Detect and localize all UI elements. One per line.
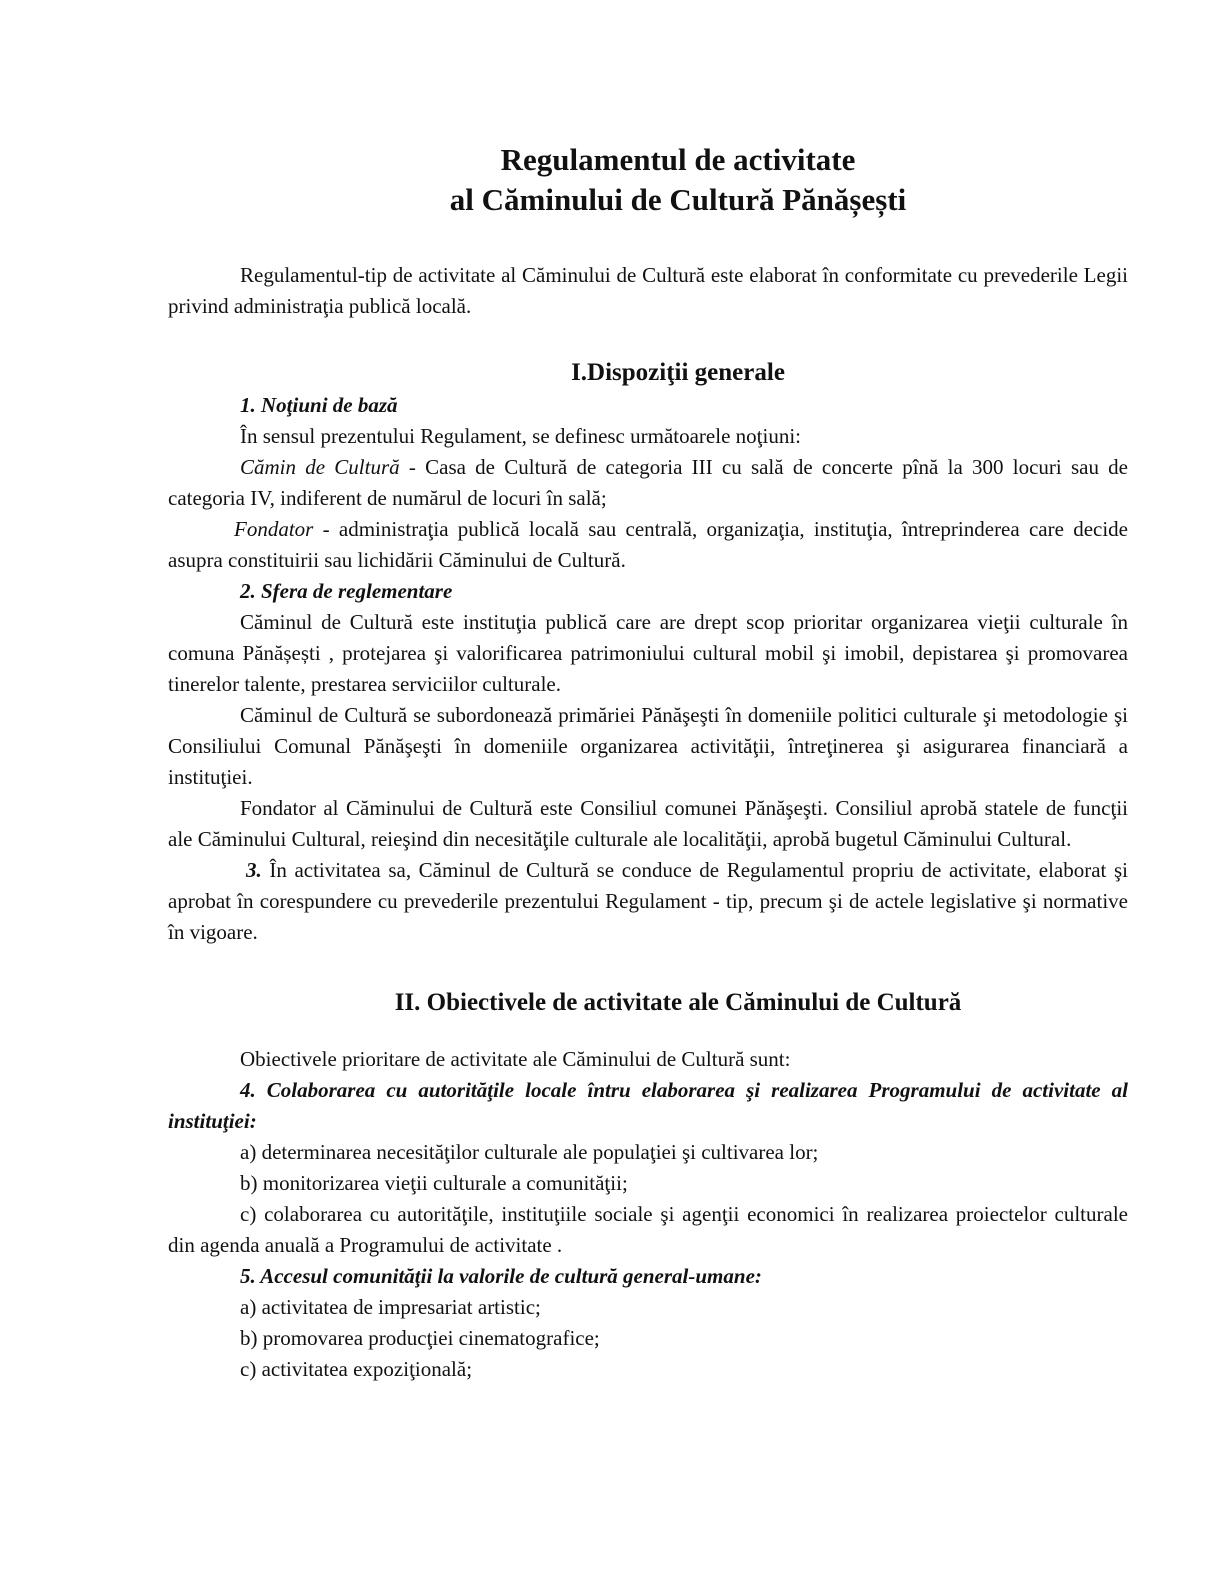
section-1-heading: I.Dispoziţii generale <box>571 359 785 386</box>
definition-fondator-term: Fondator <box>234 517 314 541</box>
definition-fondator <box>168 514 1128 576</box>
subsection-5-item-b: b) promovarea producţiei cinematografice; <box>240 1326 600 1350</box>
subsection-4-item-c: c) colaborarea cu autorităţile, instituţiile sociale şi agenţii economici în realizarea proiectelor culturale din agenda anuală a Programului de activitate . <box>168 1202 1128 1257</box>
subsection-4-title: 4. Colaborarea cu autorităţile locale întru elaborarea şi realizarea Programului de activitate al instituţiei: <box>168 1078 1128 1133</box>
intro-paragraph: Regulamentul-tip de activitate al Căminului de Cultură este elaborat în conformitate cu prevederile Legii privind administraţia publică locală. <box>168 263 1128 318</box>
subsection-4-item-b: b) monitorizarea vieţii culturale a comunităţii; <box>240 1171 628 1195</box>
paragraph-4 <box>168 855 1128 948</box>
subsection-5-title: 5. Accesul comunităţii la valorile de cultură general-umane: <box>240 1264 762 1288</box>
paragraph-4-number: 3. <box>246 858 262 882</box>
paragraph-3: Fondator al Căminului de Cultură este Consiliul comunei Pănăşeşti. Consiliul aprobă statele de funcţii ale Căminului Cultural, reieşind din necesităţile culturale ale localităţii, aprobă bugetul Căminului Cultural. <box>168 796 1128 851</box>
definition-fondator-text: - administraţia publică locală sau centrală, organizaţia, instituţia, întreprinderea care decide asupra constituirii sau lichidării Căminului de Cultură. <box>168 517 1128 572</box>
definition-camin-text: - Casa de Cultură de categoria III cu sală de concerte pînă la 300 locuri sau de categoria IV, indiferent de numărul de locuri în sală; <box>168 455 1128 510</box>
document-title <box>168 140 1128 220</box>
section-2-intro: Obiectivele prioritare de activitate ale Căminului de Cultură sunt: <box>240 1047 791 1071</box>
subsection-4-item-a: a) determinarea necesităţilor culturale ale populaţiei şi cultivarea lor; <box>240 1140 819 1164</box>
subsection-1-text: În sensul prezentului Regulament, se definesc următoarele noţiuni: <box>240 424 801 448</box>
paragraph-2: Căminul de Cultură se subordonează primăriei Pănăşeşti în domeniile politici culturale şi metodologie şi Consiliului Comunal Pănăşeşti în domeniile organizarea activităţii, întreţinerea şi asigurarea financiară a instituţiei. <box>168 703 1128 789</box>
subsection-5-item-c: c) activitatea expoziţională; <box>240 1357 473 1381</box>
subsection-5-item-a: a) activitatea de impresariat artistic; <box>240 1295 541 1319</box>
title-line-2: al Căminului de Cultură Pănășești <box>449 182 907 217</box>
paragraph-1: Căminul de Cultură este instituţia publică care are drept scop prioritar organizarea vieţii culturale în comuna Pănășești , protejarea şi valorificarea patrimoniului cultural mobil şi imobil, depistarea şi promovarea tinerelor talente, prestarea serviciilor culturale. <box>168 610 1128 696</box>
definition-camin <box>168 452 1128 514</box>
title-line-1: Regulamentul de activitate <box>500 142 856 177</box>
section-2-heading: II. Obiectivele de activitate ale Căminului de Cultură <box>394 989 962 1016</box>
subsection-1-title: 1. Noţiuni de bază <box>240 393 398 417</box>
paragraph-4-text: În activitatea sa, Căminul de Cultură se conduce de Regulamentul propriu de activitate, elaborat şi aprobat în corespundere cu prevederile prezentului Regulament - tip, precum şi de actele legislative şi normative în vigoare. <box>168 858 1128 944</box>
definition-camin-term: Cămin de Cultură <box>240 455 400 479</box>
subsection-2-title: 2. Sfera de reglementare <box>240 579 453 603</box>
